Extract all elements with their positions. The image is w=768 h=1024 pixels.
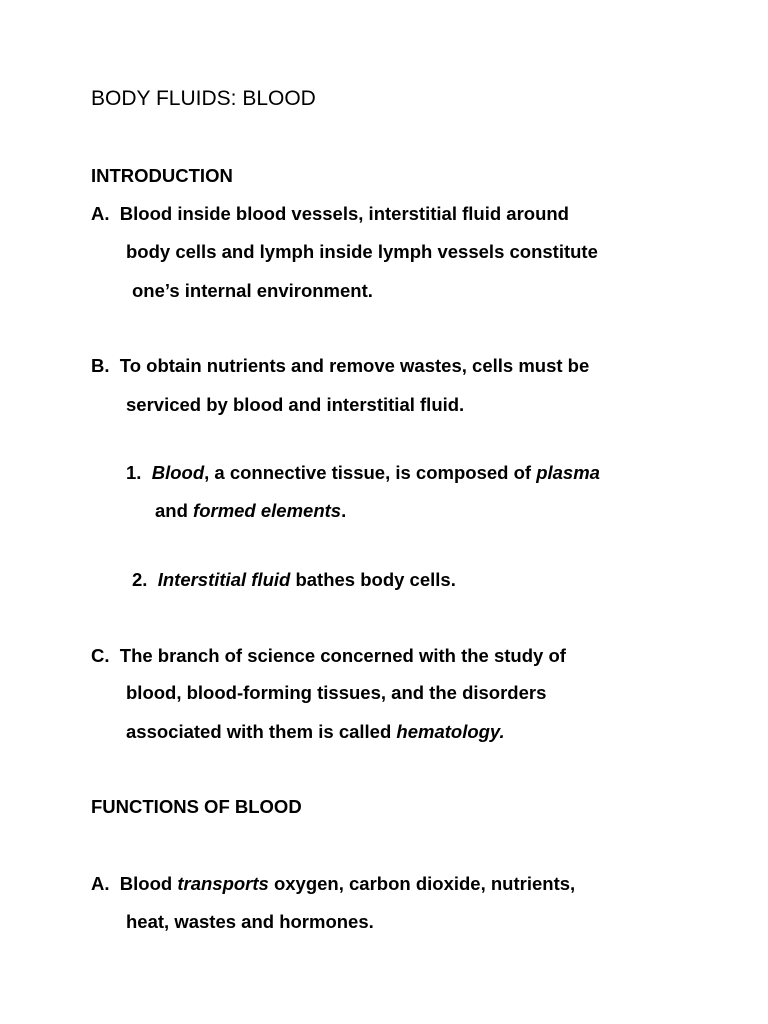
item-1-text: , a connective tissue, is composed of bbox=[204, 462, 537, 483]
intro-b-marker: B. bbox=[91, 355, 110, 376]
intro-b-item-2 bbox=[132, 569, 456, 591]
item-1-line-2-text: and bbox=[155, 500, 194, 521]
introduction-heading: INTRODUCTION bbox=[91, 165, 233, 186]
intro-b-item-1-line-2 bbox=[155, 500, 346, 522]
intro-a-text-2: body cells and lymph inside lymph vessels constitute bbox=[126, 241, 598, 262]
intro-b-text-1: To obtain nutrients and remove wastes, cells must be bbox=[119, 355, 590, 376]
intro-b-text-2: serviced by blood and interstitial fluid. bbox=[126, 394, 465, 415]
document-title: BODY FLUIDS: BLOOD bbox=[91, 87, 316, 110]
item-1-term-formed-elements: formed elements bbox=[193, 500, 342, 521]
functions-a-line-1 bbox=[91, 873, 575, 895]
functions-a-text-2: heat, wastes and hormones. bbox=[126, 911, 374, 932]
intro-c-text-2: blood, blood-forming tissues, and the disorders bbox=[126, 682, 547, 703]
intro-a-line-1 bbox=[91, 203, 569, 225]
intro-c-line-3 bbox=[126, 721, 505, 743]
functions-heading: FUNCTIONS OF BLOOD bbox=[91, 796, 302, 817]
intro-c-term-hematology: hematology. bbox=[396, 721, 505, 742]
intro-b-line-1 bbox=[91, 355, 589, 377]
item-1-term-blood: Blood bbox=[151, 462, 205, 483]
intro-c-marker: C. bbox=[91, 645, 110, 666]
functions-a-post: oxygen, carbon dioxide, nutrients, bbox=[268, 873, 576, 894]
item-2-marker: 2. bbox=[132, 569, 148, 590]
intro-c-text-1: The branch of science concerned with the study of bbox=[119, 645, 566, 666]
functions-a-term-transports: transports bbox=[177, 873, 269, 894]
intro-a-text-1: Blood inside blood vessels, interstitial fluid around bbox=[119, 203, 569, 224]
intro-a-marker: A. bbox=[91, 203, 110, 224]
intro-b-item-1-line-1 bbox=[126, 462, 600, 484]
functions-a-marker: A. bbox=[91, 873, 110, 894]
intro-c-text-3: associated with them is called bbox=[126, 721, 397, 742]
item-1-marker: 1. bbox=[126, 462, 142, 483]
intro-a-text-3: one’s internal environment. bbox=[132, 280, 373, 301]
item-1-term-plasma: plasma bbox=[536, 462, 600, 483]
item-1-end: . bbox=[341, 500, 347, 521]
intro-c-line-1 bbox=[91, 645, 566, 667]
item-2-text: bathes body cells. bbox=[290, 569, 456, 590]
functions-a-pre: Blood bbox=[119, 873, 178, 894]
item-2-term: Interstitial fluid bbox=[157, 569, 291, 590]
